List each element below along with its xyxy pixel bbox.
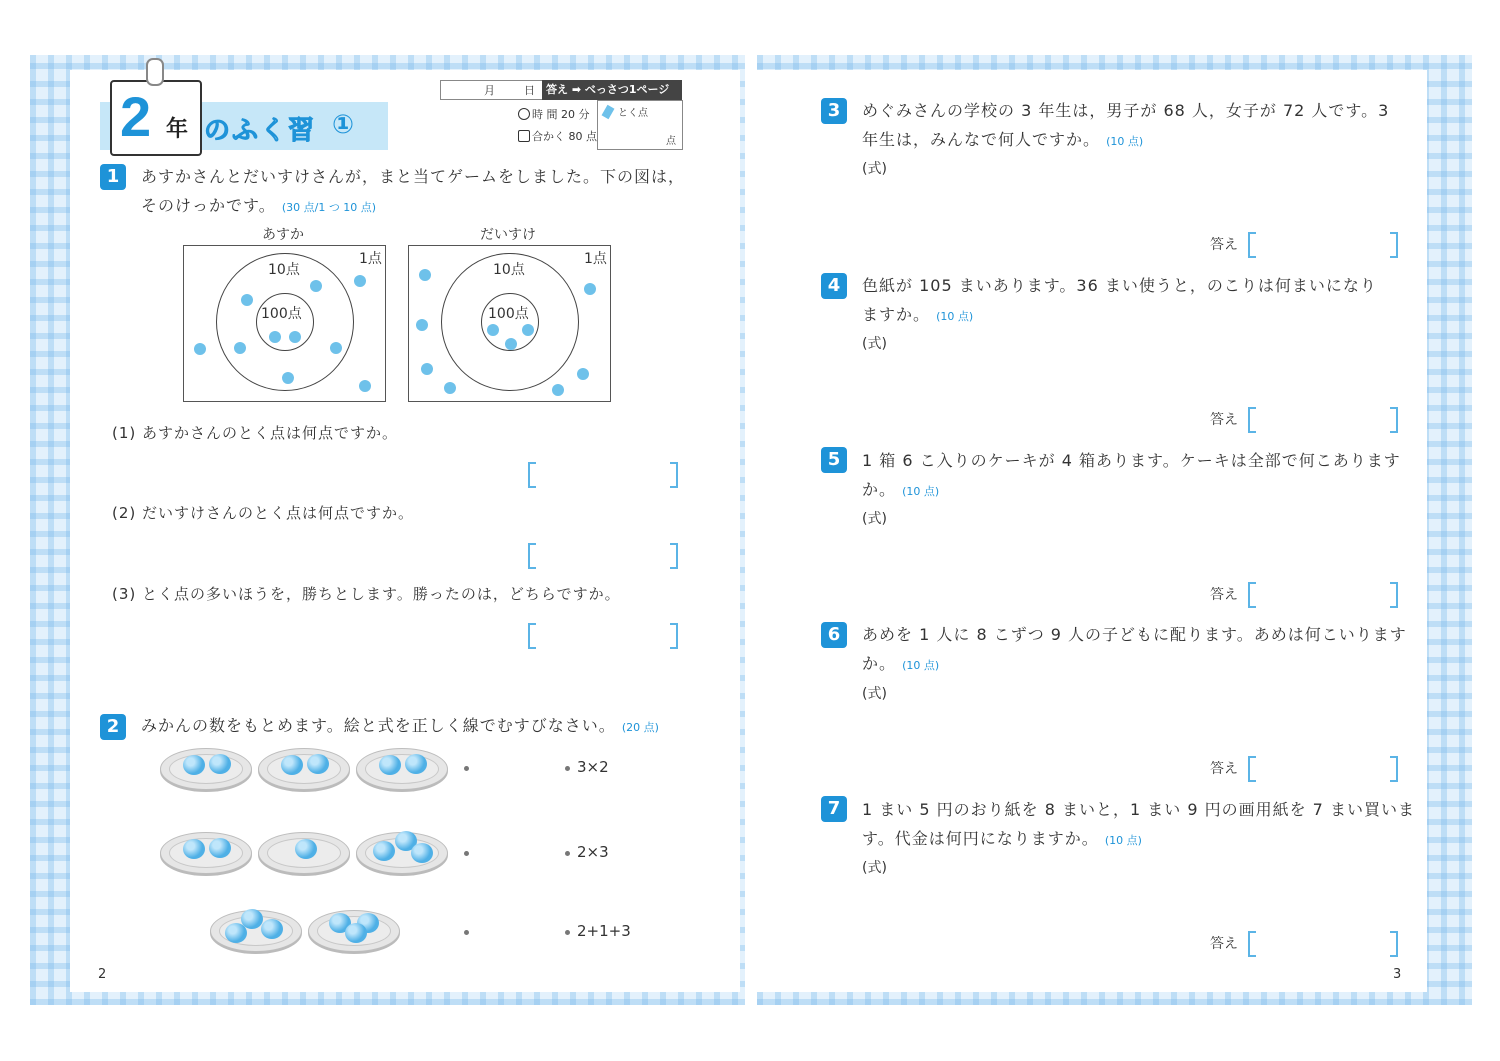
question-4-formula-label: (式) xyxy=(862,336,887,352)
question-5-formula-label: (式) xyxy=(862,511,887,527)
question-2-text-wrap xyxy=(141,711,659,742)
target-daisuke-inner-score: 100点 xyxy=(488,306,529,322)
question-7-text-line2: す。代金は何円になりますか。 xyxy=(862,829,1099,848)
hit-dot xyxy=(310,280,322,292)
target-asuka-middle-score: 10点 xyxy=(268,262,300,278)
hit-dot xyxy=(487,324,499,336)
expression-3: 2+1+3 xyxy=(577,922,631,940)
hit-dot xyxy=(522,324,534,336)
hit-dot xyxy=(354,275,366,287)
clock-icon xyxy=(518,108,530,120)
connect-dot-expression-3[interactable] xyxy=(565,930,570,935)
hit-dot xyxy=(552,384,564,396)
target-asuka-label: あすか xyxy=(262,227,304,243)
plate xyxy=(210,910,302,952)
plate xyxy=(356,748,448,790)
question-3-number: 3 xyxy=(821,98,847,124)
plate xyxy=(258,748,350,790)
sub-question-2-label: (2) xyxy=(112,504,137,522)
question-2-text: みかんの数をもとめます。絵と式を正しく線でむすびなさい。 xyxy=(141,716,616,735)
target-asuka xyxy=(183,245,386,402)
page-title: のふく習 xyxy=(204,116,317,146)
hit-dot xyxy=(241,294,253,306)
thumb-icon xyxy=(518,130,530,142)
question-6-line2-wrap xyxy=(862,649,939,680)
question-7-text-line1: 1 まい 5 円のおり紙を 8 まいと，1 まい 9 円の画用紙を 7 まい買いま xyxy=(862,800,1415,819)
question-5-text-line2: か。 xyxy=(862,480,897,499)
clip-icon xyxy=(146,58,164,86)
sub-question-2 xyxy=(112,502,414,523)
sub-question-1-label: (1) xyxy=(112,424,137,442)
hit-dot xyxy=(584,283,596,295)
question-1-text-line2: そのけっかです。 xyxy=(141,196,276,215)
question-1-text-line2-wrap xyxy=(141,191,376,222)
hit-dot xyxy=(282,372,294,384)
hit-dot xyxy=(577,368,589,380)
question-3-text-line2: 年生は，みんなで何人ですか。 xyxy=(862,130,1101,149)
hit-dot xyxy=(419,269,431,281)
connect-dot-expression-2[interactable] xyxy=(565,851,570,856)
connect-dot-picture-2[interactable] xyxy=(464,851,469,856)
target-asuka-outer-score: 1点 xyxy=(359,251,382,267)
hit-dot xyxy=(330,342,342,354)
plate xyxy=(356,832,448,874)
question-7-answer-label: 答え xyxy=(1210,936,1238,952)
target-daisuke-middle-score: 10点 xyxy=(493,262,525,278)
question-1-text-line1: あすかさんとだいすけさんが，まと当てゲームをしました。下の図は， xyxy=(141,167,686,186)
plate xyxy=(160,748,252,790)
target-daisuke-label: だいすけ xyxy=(480,227,536,243)
question-7-points: (10 点) xyxy=(1104,834,1142,847)
page-title-number: ① xyxy=(332,110,355,140)
hit-dot xyxy=(269,331,281,343)
question-4-answer-label: 答え xyxy=(1210,412,1238,428)
plate xyxy=(308,910,400,952)
sub-question-3-text: とく点の多いほうを，勝ちとします。勝ったのは，どちらですか。 xyxy=(142,585,621,603)
connect-dot-expression-1[interactable] xyxy=(565,766,570,771)
question-2-points: (20 点) xyxy=(621,721,659,734)
question-4-number: 4 xyxy=(821,273,847,299)
score-label: とく点 xyxy=(618,108,648,119)
hit-dot xyxy=(505,338,517,350)
target-daisuke-outer-score: 1点 xyxy=(584,251,607,267)
hit-dot xyxy=(194,343,206,355)
target-asuka-inner-score: 100点 xyxy=(261,306,302,322)
question-7-line2-wrap xyxy=(862,824,1142,855)
question-4-points: (10 点) xyxy=(936,310,974,323)
question-5-line2-wrap xyxy=(862,475,939,506)
plate xyxy=(258,832,350,874)
sub-question-1-text: あすかさんのとく点は何点ですか。 xyxy=(142,424,399,442)
question-6-text-line2: か。 xyxy=(862,654,897,673)
answer-bracket-1-1[interactable] xyxy=(528,462,678,488)
sub-question-3-label: (3) xyxy=(112,585,137,603)
question-5-answer-bracket[interactable] xyxy=(1248,582,1398,608)
sub-question-1 xyxy=(112,422,398,443)
question-1-points: (30 点/1 つ 10 点) xyxy=(281,201,377,214)
sub-question-2-text: だいすけさんのとく点は何点ですか。 xyxy=(142,504,415,522)
question-3-answer-bracket[interactable] xyxy=(1248,232,1398,258)
grade-number: 2 xyxy=(120,85,152,148)
question-4-text-line1: 色紙が 105 まいあります。36 まい使うと，のこりは何まいになり xyxy=(862,276,1377,295)
day-label: 日 xyxy=(524,84,535,97)
hit-dot xyxy=(421,363,433,375)
passing-score: 合かく 80 点 xyxy=(532,130,597,143)
grade-nen: 年 xyxy=(166,117,189,142)
question-4-line2-wrap xyxy=(862,300,973,331)
question-2-number: 2 xyxy=(100,714,126,740)
page-number-right: 3 xyxy=(1393,967,1402,982)
answer-reference: 答え ➡ べっさつ1ページ xyxy=(542,80,682,100)
question-5-number: 5 xyxy=(821,447,847,473)
question-4-answer-bracket[interactable] xyxy=(1248,407,1398,433)
question-6-number: 6 xyxy=(821,622,847,648)
connect-dot-picture-3[interactable] xyxy=(464,930,469,935)
hit-dot xyxy=(444,382,456,394)
question-3-answer-label: 答え xyxy=(1210,237,1238,253)
sub-question-3 xyxy=(112,583,621,604)
hit-dot xyxy=(234,342,246,354)
question-7-formula-label: (式) xyxy=(862,860,887,876)
question-5-text-line1: 1 箱 6 こ入りのケーキが 4 箱あります。ケーキは全部で何こあります xyxy=(862,451,1401,470)
hit-dot xyxy=(289,331,301,343)
question-6-answer-bracket[interactable] xyxy=(1248,756,1398,782)
question-1-number: 1 xyxy=(100,164,126,190)
month-label: 月 xyxy=(484,84,495,97)
question-5-points: (10 点) xyxy=(902,485,940,498)
question-3-text-line1: めぐみさんの学校の 3 年生は，男子が 68 人，女子が 72 人です。3 xyxy=(862,101,1390,120)
question-4-text-line2: ますか。 xyxy=(862,305,931,324)
question-3-formula-label: (式) xyxy=(862,161,887,177)
connect-dot-picture-1[interactable] xyxy=(464,766,469,771)
answer-bracket-1-2[interactable] xyxy=(528,543,678,569)
answer-bracket-1-3[interactable] xyxy=(528,623,678,649)
question-6-answer-label: 答え xyxy=(1210,761,1238,777)
hit-dot xyxy=(416,319,428,331)
expression-2: 2×3 xyxy=(577,843,609,861)
question-6-text-line1: あめを 1 人に 8 こずつ 9 人の子どもに配ります。あめは何こいります xyxy=(862,625,1407,644)
plate xyxy=(160,832,252,874)
question-7-number: 7 xyxy=(821,796,847,822)
question-6-points: (10 点) xyxy=(902,659,940,672)
time-limit: 時 間 20 分 xyxy=(532,108,590,121)
target-daisuke xyxy=(408,245,611,402)
score-unit: 点 xyxy=(666,136,676,147)
question-3-points: (10 点) xyxy=(1106,135,1144,148)
hit-dot xyxy=(359,380,371,392)
question-5-answer-label: 答え xyxy=(1210,587,1238,603)
question-7-answer-bracket[interactable] xyxy=(1248,931,1398,957)
page-number-left: 2 xyxy=(98,967,107,982)
expression-1: 3×2 xyxy=(577,758,609,776)
question-6-formula-label: (式) xyxy=(862,686,887,702)
question-3-line2-wrap xyxy=(862,125,1143,156)
